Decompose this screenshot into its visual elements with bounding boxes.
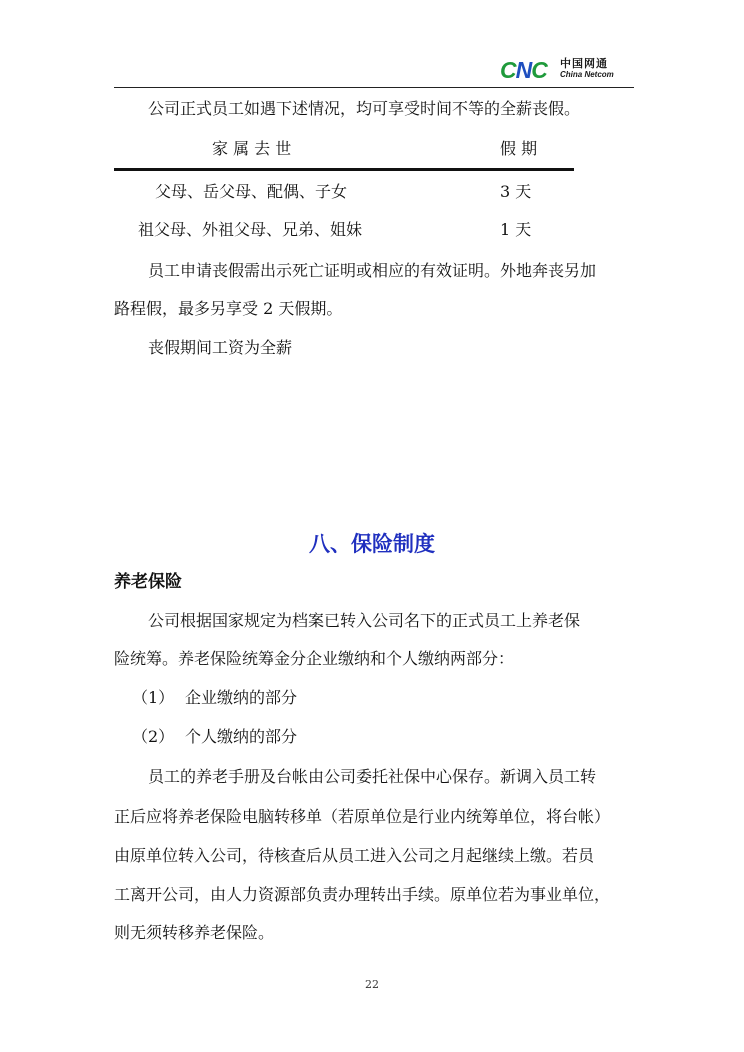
section-title-insurance: 八、保险制度 [309, 532, 435, 556]
table-row-relation: 父母、岳父母、配偶、子女 [155, 182, 348, 201]
table-header-relation: 家 属 去 世 [212, 139, 292, 158]
subsection-title-pension: 养老保险 [114, 572, 182, 592]
header-divider [114, 87, 634, 88]
funeral-leave-intro: 公司正式员工如遇下述情况，均可享受时间不等的全薪丧假。 [148, 99, 581, 118]
list-item-text: 个人缴纳的部分 [185, 727, 298, 746]
logo-mark-n: N [515, 57, 532, 83]
logo-mark [500, 56, 547, 84]
table-row-days: 1 天 [500, 220, 532, 239]
logo-chinese-name: 中国网通 [560, 57, 608, 70]
funeral-leave-note-line: 路程假，最多另享受 2 天假期。 [114, 299, 343, 318]
list-item-text: 企业缴纳的部分 [185, 688, 298, 707]
pension-paragraph-line: 公司根据国家规定为档案已转入公司名下的正式员工上养老保 [148, 611, 581, 630]
pension-paragraph-line: 险统筹。养老保险统筹金分企业缴纳和个人缴纳两部分： [114, 649, 515, 668]
logo-english-name: China Netcom [560, 70, 614, 79]
pension-paragraph-line: 员工的养老手册及台帐由公司委托社保中心保存。新调入员工转 [148, 767, 597, 786]
page-number: 22 [365, 978, 379, 991]
company-logo [500, 56, 632, 84]
logo-mark-c1: C [500, 57, 516, 83]
table-row-relation: 祖父母、外祖父母、兄弟、姐妹 [138, 220, 363, 239]
logo-mark-c2: C [531, 57, 547, 83]
pension-paragraph-line: 正后应将养老保险电脑转移单（若原单位是行业内统筹单位，将台帐） [114, 807, 611, 826]
table-header-rule [114, 168, 574, 171]
funeral-leave-pay-note: 丧假期间工资为全薪 [148, 338, 293, 357]
table-header-leave: 假 期 [500, 139, 538, 158]
pension-paragraph-line: 由原单位转入公司，待核查后从员工进入公司之月起继续上缴。若员 [114, 846, 595, 865]
list-item-number: （2） [132, 727, 175, 746]
pension-paragraph-line: 则无须转移养老保险。 [114, 923, 275, 942]
table-row-days: 3 天 [500, 182, 532, 201]
pension-paragraph-line: 工离开公司，由人力资源部负责办理转出手续。原单位若为事业单位， [114, 885, 611, 904]
list-item-number: （1） [132, 688, 175, 707]
funeral-leave-note-line: 员工申请丧假需出示死亡证明或相应的有效证明。外地奔丧另加 [148, 261, 597, 280]
